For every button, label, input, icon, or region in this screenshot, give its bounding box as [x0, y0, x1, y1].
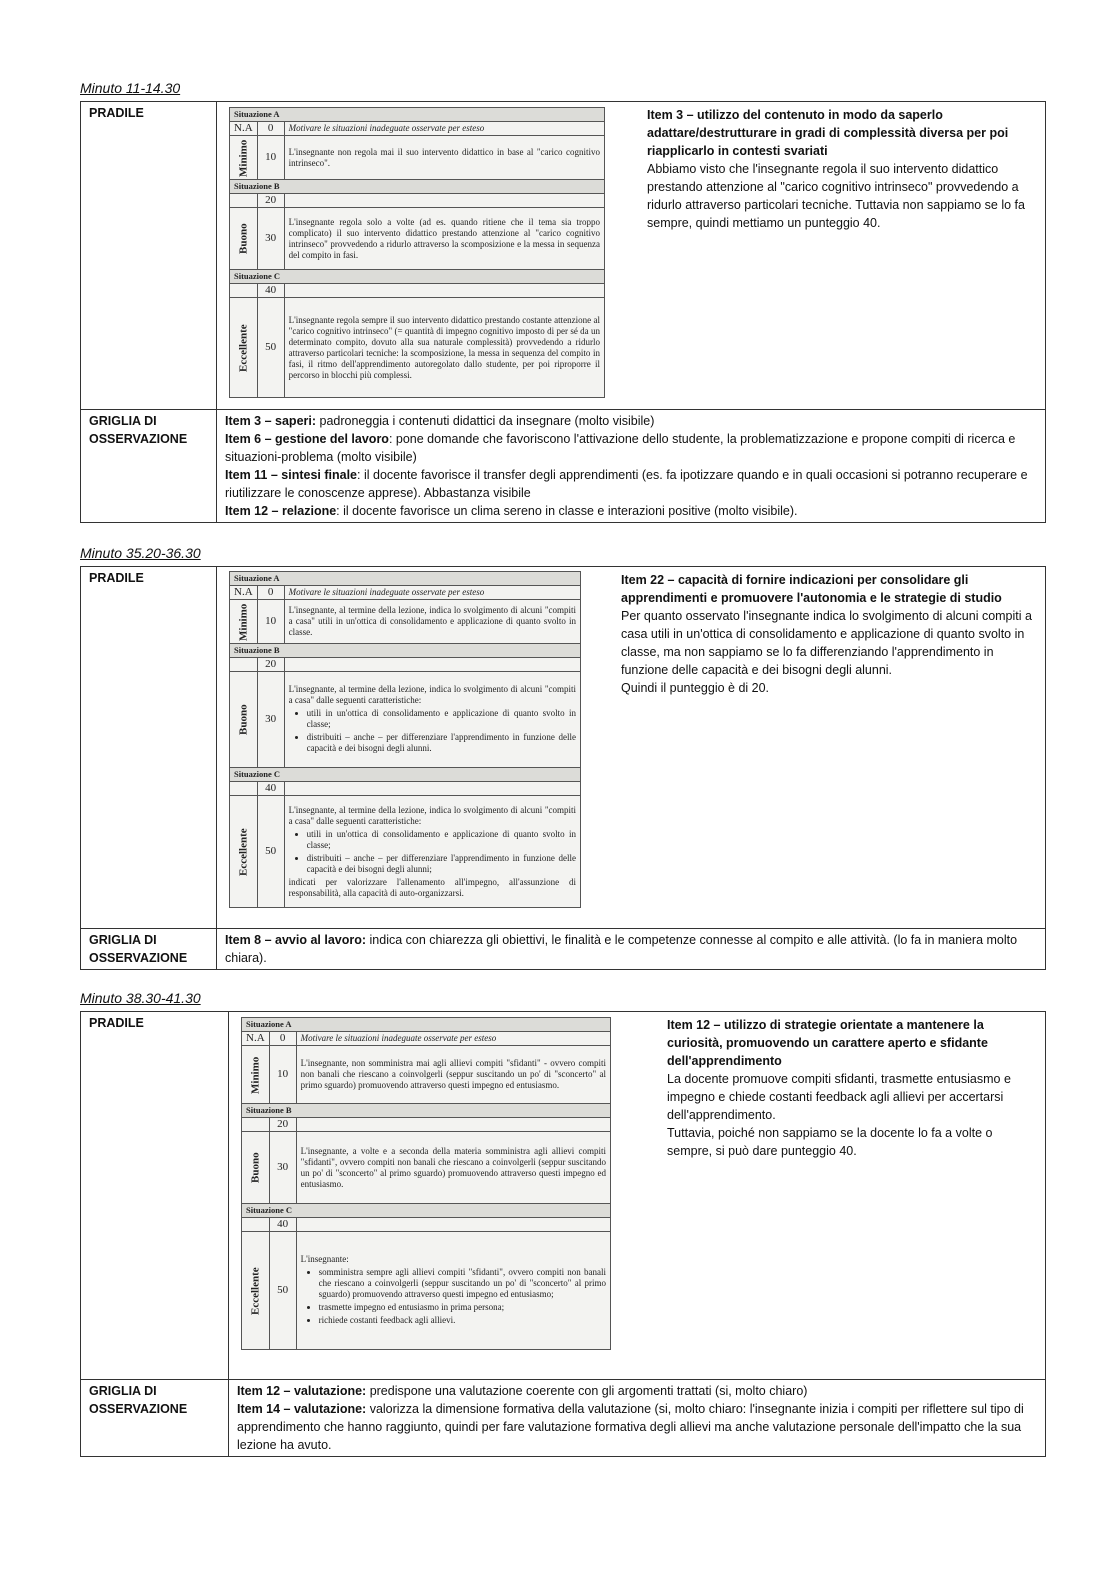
- rubric-image: Situazione A N.A 0 Motivare le situazioni inadeguate osservate per esteso Minimo 10 L'insegnante non regola mai il suo intervento didattico in base al "carico cognitivo intrinseco". Situazione B 20 Buono 30 L'insegnante regola solo a volte (ad es. quando ritiene che il tema sia troppo complicato) il suo intervento didattico prestando attenzione al "carico cognitivo intrinseco" provvedendo a ridurlo attraverso la scomposizione e la messa in sequenza del compito in fasi. Situazione C 40 Eccellente 50 L'insegnante regola sempre il suo intervento didattico prestando costante attenzione al "carico cognitivo intrinseco" (= quantità di impegno cognitivo imposto di per sé da un determinato compito, dovuto alla sua naturale complessità) provvedendo a ridurlo attraverso particolari tecniche: la scomposizione, la messa in sequenza del compito in fasi, il ritmo dell'apprendimento autoregolato dallo studente, per poi riproporre il percorso in blocchi più complessi.: [217, 102, 609, 398]
- observation-item: Item 8 – avvio al lavoro: indica con chiarezza gli obiettivi, le finalità e le competenze connesse al compito e alle attività. (lo fa in maniera molto chiara).: [225, 933, 1018, 965]
- observation-list: [217, 929, 1046, 970]
- section-table: [80, 101, 1046, 523]
- section-table: [80, 566, 1046, 970]
- observation-item: Item 12 – relazione: il docente favorisce un clima sereno in classe e interazioni positive (molto visibile).: [225, 504, 798, 518]
- rubric-image: Situazione A N.A 0 Motivare le situazioni inadeguate osservate per esteso Minimo 10 L'insegnante, al termine della lezione, indica lo svolgimento di alcuni "compiti a casa" utili in un'ottica di consolidamento e applicazione di quanto svolto in classe. Situazione B 20 Buono 30 L'insegnante, al termine della lezione, indica lo svolgimento di alcuni "compiti a casa" dalle seguenti caratteristiche: • utili in un'ottica di consolidamento e applicazione di quanto svolto in classe; • distribuiti – anche – per differenziare l'apprendimento in funzione delle capacità e dei bisogni degli alunni. Situazione C 40 Eccellente 50 L'insegnante, al termine della lezione, indica lo svolgimento di alcuni "compiti a casa" dalle seguenti caratteristiche: • utili in un'ottica di consolidamento e applicazione di quanto svolto in classe; • distribuiti – anche – per differenziare l'apprendimento in funzione delle capacità e dei bisogni degli alunni; indicati per valorizzare l'allenamento all'impegno, all'assunzione di responsabilità, alla capacità di auto-organizzarsi.: [217, 567, 585, 908]
- pradile-label: PRADILE: [81, 102, 217, 410]
- section-heading: Minuto 11-14.30: [80, 80, 181, 96]
- grid-label: GRIGLIA DI OSSERVAZIONE: [81, 410, 217, 523]
- observation-list: [217, 410, 1046, 523]
- observation-list: [229, 1380, 1046, 1457]
- observation-item: Item 6 – gestione del lavoro: pone domande che favoriscono l'attivazione dello studente, la problematizzazione e propone compiti di ricerca e situazioni-problema (molto visibile): [225, 432, 1016, 464]
- section-heading: Minuto 35.20-36.30: [80, 545, 201, 561]
- grid-label: GRIGLIA DI OSSERVAZIONE: [81, 929, 217, 970]
- section-table: [80, 1011, 1046, 1457]
- observation-item: Item 3 – saperi: padroneggia i contenuti didattici da insegnare (molto visibile): [225, 414, 655, 428]
- item-description: Item 22 – capacità di fornire indicazioni per consolidare gli apprendimenti e promuovere l'autonomia e le strategie di studio Per quanto osservato l'insegnante indica lo svolgimento di alcuni compiti a casa utili in un'ottica di consolidamento e applicazione di quanto svolto in classe, ma non sappiamo se lo fa differenziando l'apprendimento in funzione delle capacità e dei bisogni degli alunni. Quindi il punteggio è di 20.: [621, 573, 1032, 695]
- item-description: Item 3 – utilizzo del contenuto in modo da saperlo adattare/destrutturare in gradi di complessità diversa per poi riapplicarlo in contesti svariati Abbiamo visto che l'insegnante regola il suo intervento didattico prestando attenzione al "carico cognitivo intrinseco" provvedendo a ridurlo attraverso particolari tecniche. Tuttavia non sappiamo se lo fa sempre, quindi mettiamo un punteggio 40.: [647, 108, 1025, 230]
- observation-item: Item 14 – valutazione: valorizza la dimensione formativa della valutazione (si, molto chiaro: l'insegnante inizia i compiti per riflettere sul tipo di apprendimento che hanno raggiunto, quindi per fare valutazione formativa degli allievi ma anche valutazione personale dell'impatto che la sua lezione ha avuto.: [237, 1402, 1024, 1452]
- grid-label: GRIGLIA DI OSSERVAZIONE: [81, 1380, 229, 1457]
- pradile-label: PRADILE: [81, 1012, 229, 1380]
- rubric-image: Situazione A N.A 0 Motivare le situazioni inadeguate osservate per esteso Minimo 10 L'insegnante, non somministra mai agli allievi compiti "sfidanti" - ovvero compiti non banali che riescano a coinvolgerli (seppur suscitando un po' di "sconcerto" al primo sguardo) promuovendo attraverso questi impegno ed entusiasmo. Situazione B 20 Buono 30 L'insegnante, a volte e a seconda della materia somministra agli allievi compiti "sfidanti", ovvero compiti non banali che riescano a coinvolgerli (seppur suscitando un po' di "sconcerto" al primo sguardo) promuovendo attraverso questi impegno ed entusiasmo. Situazione C 40 Eccellente 50 L'insegnante: • somministra sempre agli allievi compiti "sfidanti", ovvero compiti non banali che riescano a coinvolgerli (seppur suscitando un po' di "sconcerto" al primo sguardo) promuovendo attraverso questi impegno ed entusiasmo; • trasmette impegno ed entusiasmo in prima persona; • richiede costanti feedback agli allievi.: [229, 1012, 615, 1350]
- pradile-label: PRADILE: [81, 567, 217, 929]
- section-heading: Minuto 38.30-41.30: [80, 990, 201, 1006]
- item-description: Item 12 – utilizzo di strategie orientate a mantenere la curiosità, promuovendo un carattere aperto e sfidante dell'apprendimento La docente promuove compiti sfidanti, trasmette entusiasmo e impegno e chiede costanti feedback agli allievi per accertarsi dell'apprendimento. Tuttavia, poiché non sappiamo se la docente lo fa a volte o sempre, si può dare punteggio 40.: [667, 1018, 1011, 1158]
- rubric-situation-a: Situazione A: [230, 108, 605, 122]
- observation-item: Item 11 – sintesi finale: il docente favorisce il transfer degli apprendimenti (es. fa ipotizzare quando e in quali occasioni si potranno recuperare e riutilizzare le conoscenze apprese). Abbastanza visibile: [225, 468, 1028, 500]
- observation-item: Item 12 – valutazione: predispone una valutazione coerente con gli argomenti trattati (si, molto chiaro): [237, 1384, 808, 1398]
